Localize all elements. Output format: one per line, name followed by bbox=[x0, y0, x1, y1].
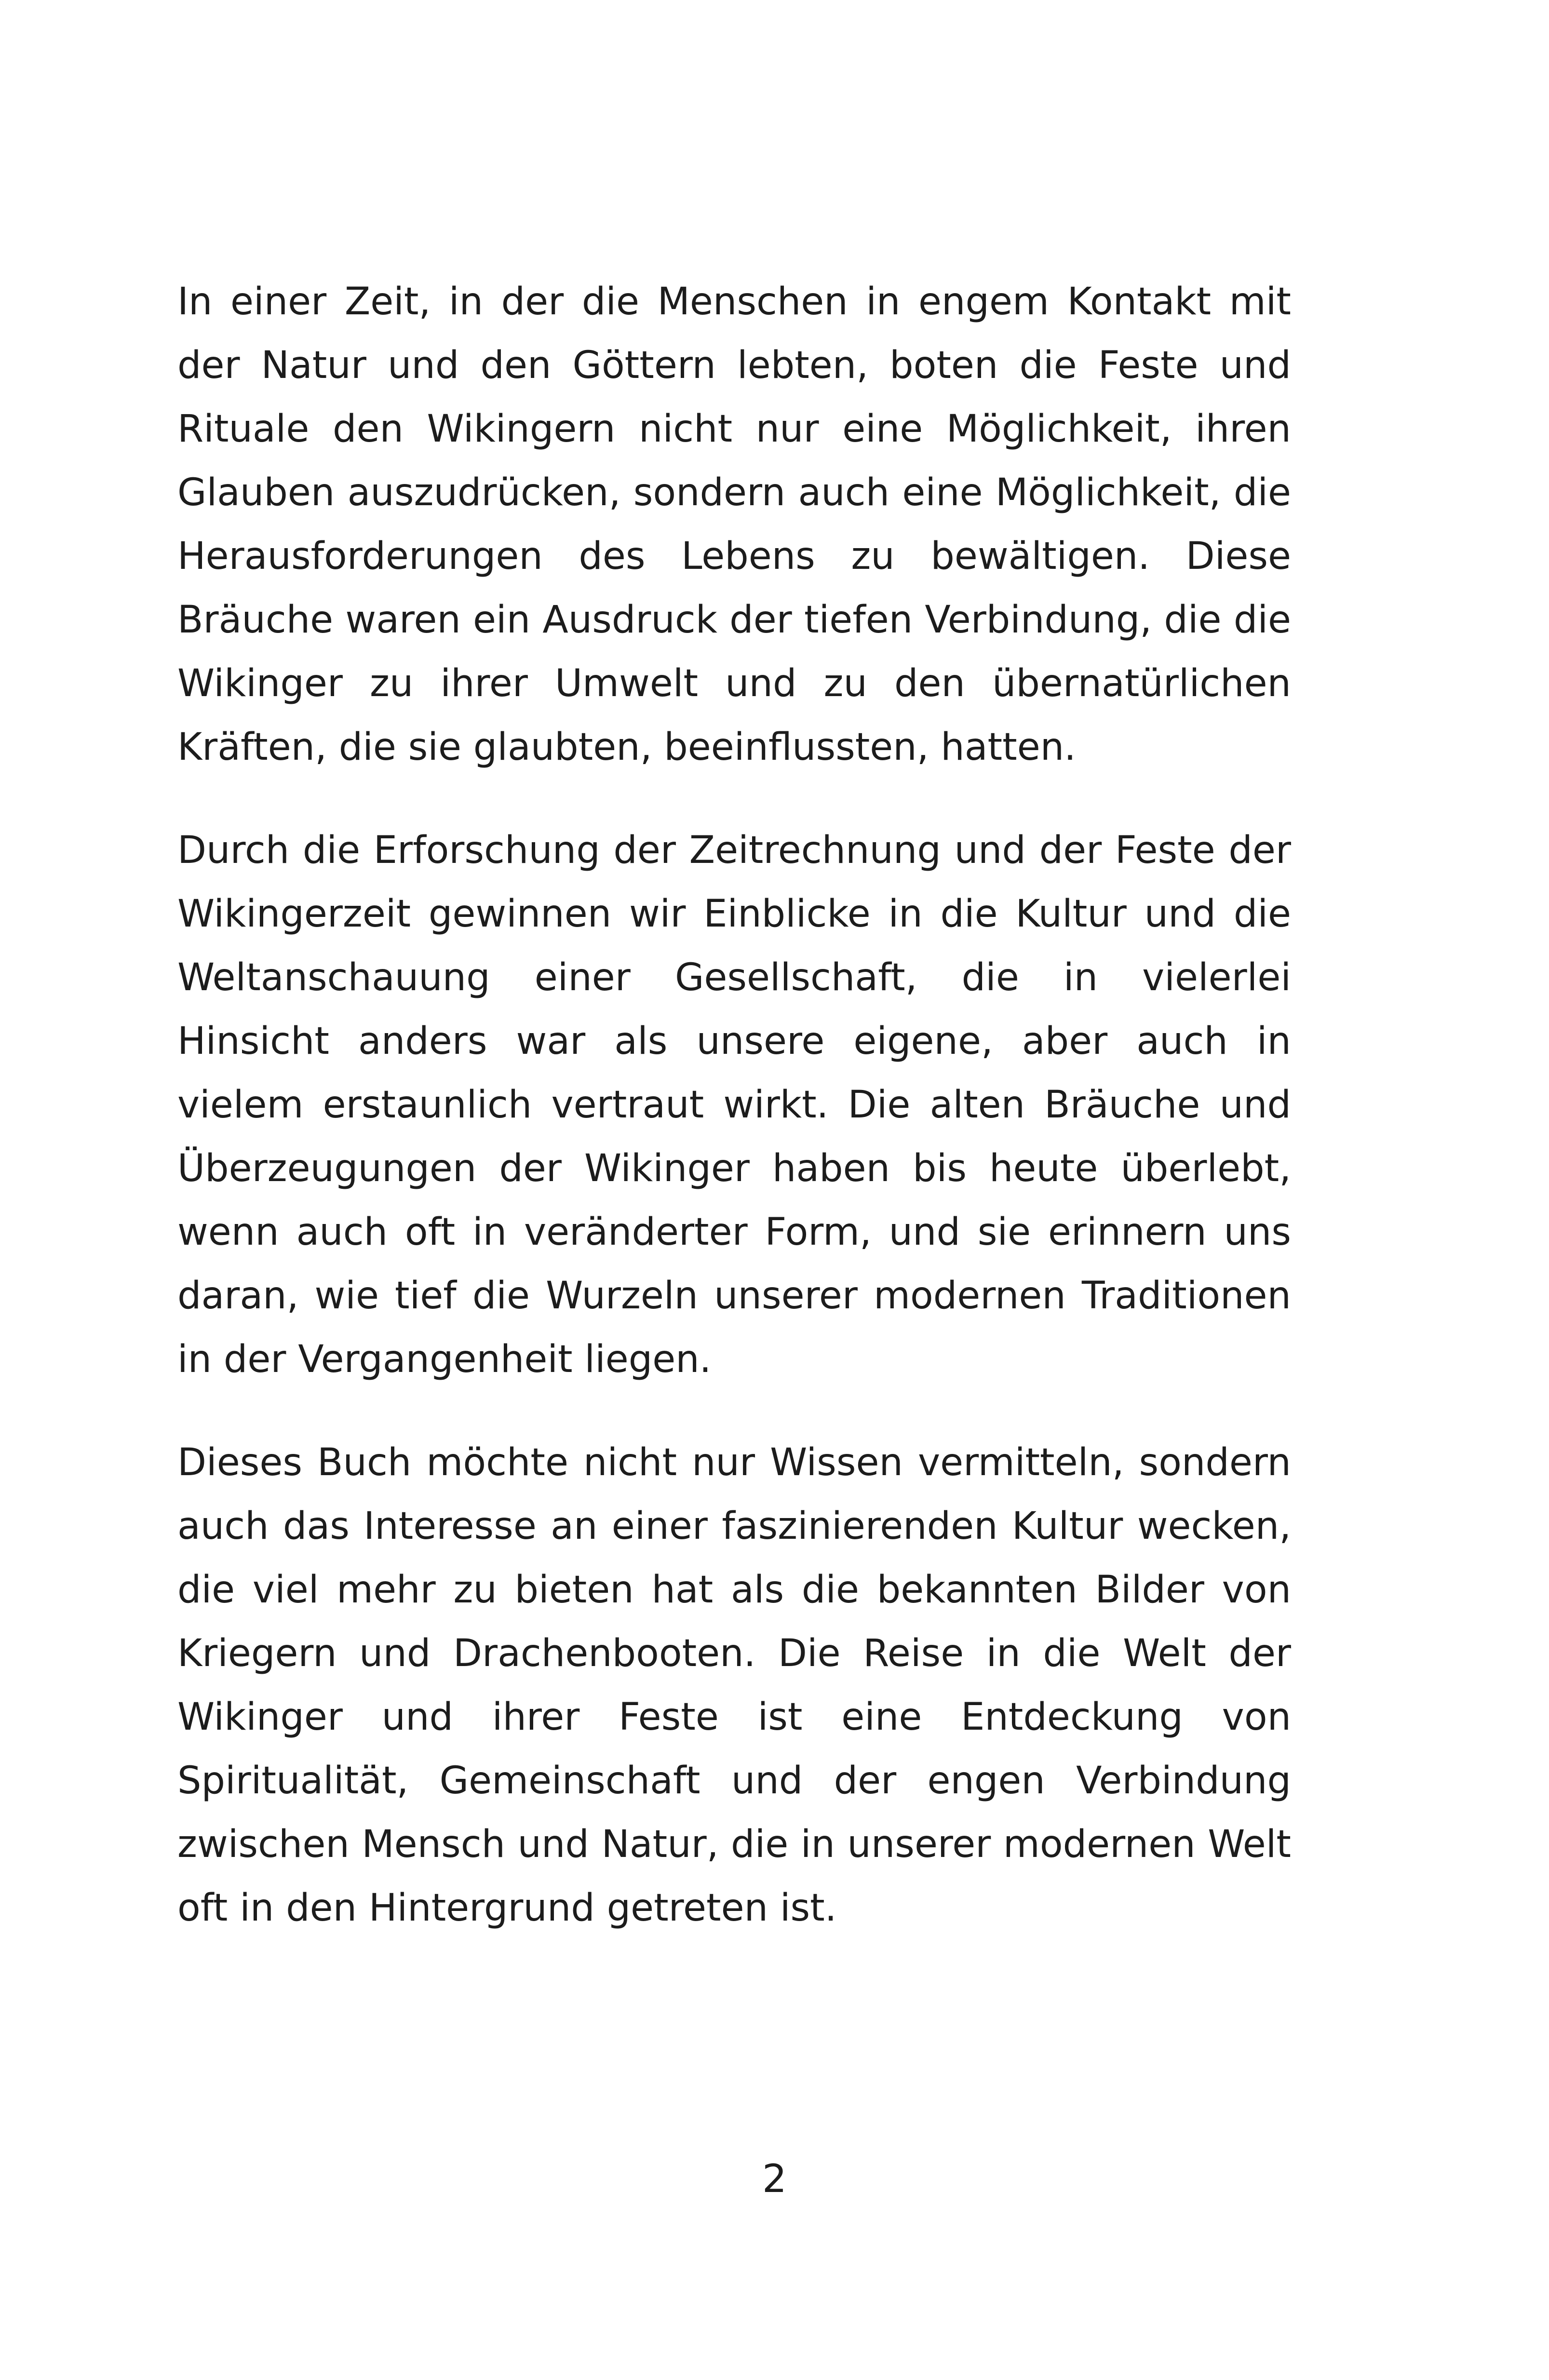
paragraph-2: Durch die Erforschung der Zeitrechnung und der Feste der Wikingerzeit gewinnen wir Einblicke in die Kultur und die Weltanschauung einer Gesellschaft, die in vielerlei Hinsicht anders war als unsere eigene, aber auch in vielem erstaunlich vertraut wirkt. Die alten Bräuche und Überzeugungen der Wikinger haben bis heute überlebt, wenn auch oft in veränderter Form, und sie erinnern uns daran, wie tief die Wurzeln unserer modernen Traditionen in der Vergangenheit liegen. bbox=[177, 829, 1291, 1381]
body-text bbox=[177, 270, 1291, 1979]
paragraph-3: Dieses Buch möchte nicht nur Wissen vermitteln, sondern auch das Interesse an einer faszinierenden Kultur wecken, die viel mehr zu bieten hat als die bekannten Bilder von Kriegern und Drachenbooten. Die Reise in die Welt der Wikinger und ihrer Feste ist eine Entdeckung von Spiritualität, Gemeinschaft und der engen Verbindung zwischen Mensch und Natur, die in unserer modernen Welt oft in den Hintergrund getreten ist. bbox=[177, 1441, 1291, 1930]
paragraph-1: In einer Zeit, in der die Menschen in engem Kontakt mit der Natur und den Göttern lebten, boten die Feste und Rituale den Wikingern nicht nur eine Möglichkeit, ihren Glauben auszudrücken, sondern auch eine Möglichkeit, die Herausforderungen des Lebens zu bewältigen. Diese Bräuche waren ein Ausdruck der tiefen Verbindung, die die Wikinger zu ihrer Umwelt und zu den übernatürlichen Kräften, die sie glaubten, beeinflussten, hatten. bbox=[177, 280, 1291, 769]
page-number: 2 bbox=[762, 2156, 787, 2201]
